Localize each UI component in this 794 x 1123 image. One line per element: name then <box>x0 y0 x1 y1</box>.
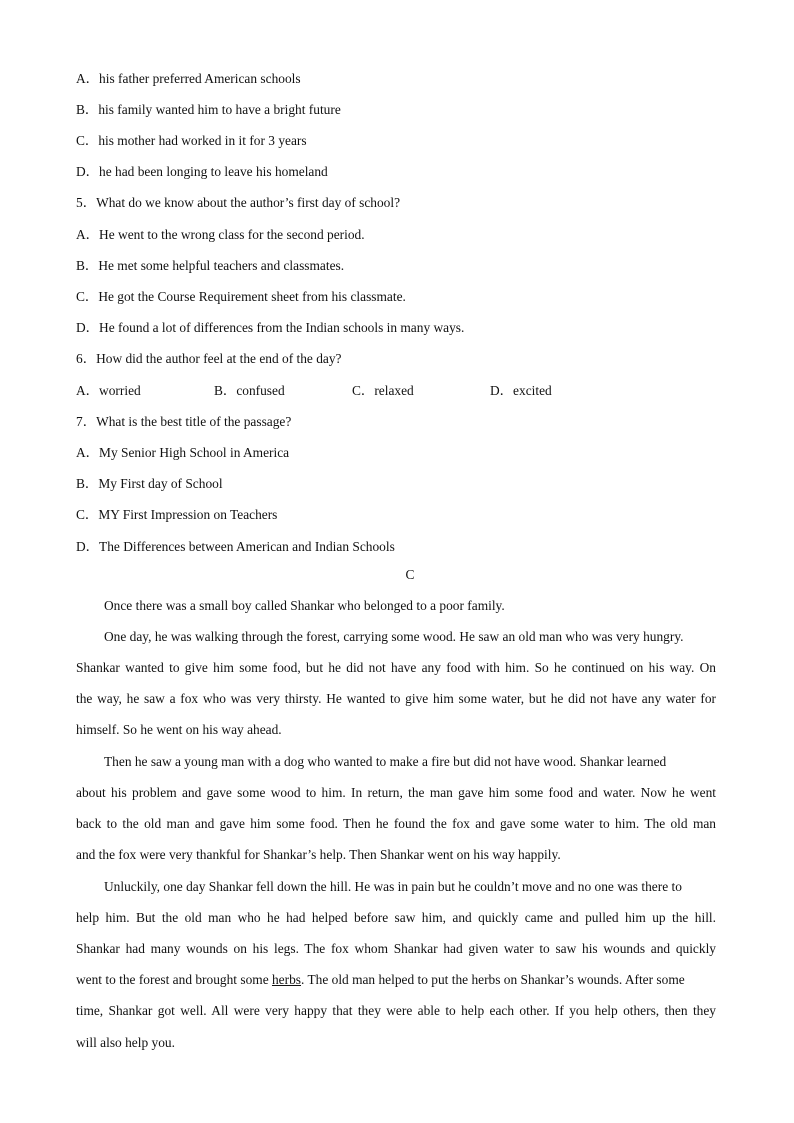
q4-option-a: A．his father preferred American schools <box>76 71 301 86</box>
q7-question: 7．What is the best title of the passage? <box>76 414 292 429</box>
paragraph-4-line-4 <box>76 972 685 988</box>
q6-options-row <box>0 380 794 400</box>
q4-option-b: B．his family wanted him to have a bright future <box>76 102 341 117</box>
q7-option-b: B．My First day of School <box>76 476 223 491</box>
text-before-herbs: went to the forest and brought some <box>76 972 272 987</box>
paragraph-4-line-5: time, Shankar got well. All were very happy that they were able to help each other. If you help others, then they <box>76 1003 716 1018</box>
q6-question: 6．How did the author feel at the end of the day? <box>76 351 342 366</box>
q6-option-a: A．worried <box>76 383 141 398</box>
q4-option-c: C．his mother had worked in it for 3 years <box>76 133 307 148</box>
q6-option-d: D．excited <box>490 383 552 398</box>
section-heading: C <box>405 567 415 582</box>
q7-option-a: A．My Senior High School in America <box>76 445 290 460</box>
underlined-word-herbs: herbs <box>271 972 301 987</box>
paragraph-3-line-2: about his problem and gave some wood to him. In return, the man gave him some food and water. Now he went <box>76 785 716 800</box>
q5-option-b: B．He met some helpful teachers and classmates. <box>76 258 345 273</box>
paragraph-3-line-3: back to the old man and gave him some food. Then he found the fox and gave some water to him. The old man <box>76 816 716 831</box>
paragraph-4-line-3: Shankar had many wounds on his legs. The fox whom Shankar had given water to saw his wounds and quickly <box>76 941 716 956</box>
text-after-herbs: . The old man helped to put the herbs on Shankar’s wounds. After some <box>301 972 685 987</box>
paragraph-2-line-2: Shankar wanted to give him some food, but he did not have any food with him. So he continued on his way. On <box>76 660 716 675</box>
paragraph-4-line-1: Unluckily, one day Shankar fell down the hill. He was in pain but he couldn’t move and no one was there to <box>104 879 682 894</box>
q7-option-c: C．MY First Impression on Teachers <box>76 507 278 522</box>
q6-option-c: C．relaxed <box>352 383 414 398</box>
q7-option-d: D．The Differences between American and Indian Schools <box>76 539 395 554</box>
paragraph-3-line-4: and the fox were very thankful for Shankar’s help. Then Shankar went on his way happily. <box>76 847 561 862</box>
paragraph-2-line-1: One day, he was walking through the forest, carrying some wood. He saw an old man who was very hungry. <box>104 629 684 644</box>
paragraph-2-line-3: the way, he saw a fox who was very thirsty. He wanted to give him some water, but he did not have any water for <box>76 691 716 706</box>
q5-option-c: C．He got the Course Requirement sheet from his classmate. <box>76 289 406 304</box>
paragraph-3-line-1: Then he saw a young man with a dog who wanted to make a fire but did not have wood. Shankar learned <box>104 754 667 769</box>
q5-option-d: D．He found a lot of differences from the Indian schools in many ways. <box>76 320 465 335</box>
paragraph-1-line-1: Once there was a small boy called Shankar who belonged to a poor family. <box>104 598 505 613</box>
paragraph-4-line-2: help him. But the old man who he had helped before saw him, and quickly came and pulled him up the hill. <box>76 910 716 925</box>
q5-option-a: A．He went to the wrong class for the second period. <box>76 227 365 242</box>
paragraph-4-line-6: will also help you. <box>76 1035 175 1050</box>
q5-question: 5．What do we know about the author’s first day of school? <box>76 195 401 210</box>
q6-option-b: B．confused <box>214 383 285 398</box>
q4-option-d: D．he had been longing to leave his homeland <box>76 164 328 179</box>
paragraph-2-line-4: himself. So he went on his way ahead. <box>76 722 282 737</box>
